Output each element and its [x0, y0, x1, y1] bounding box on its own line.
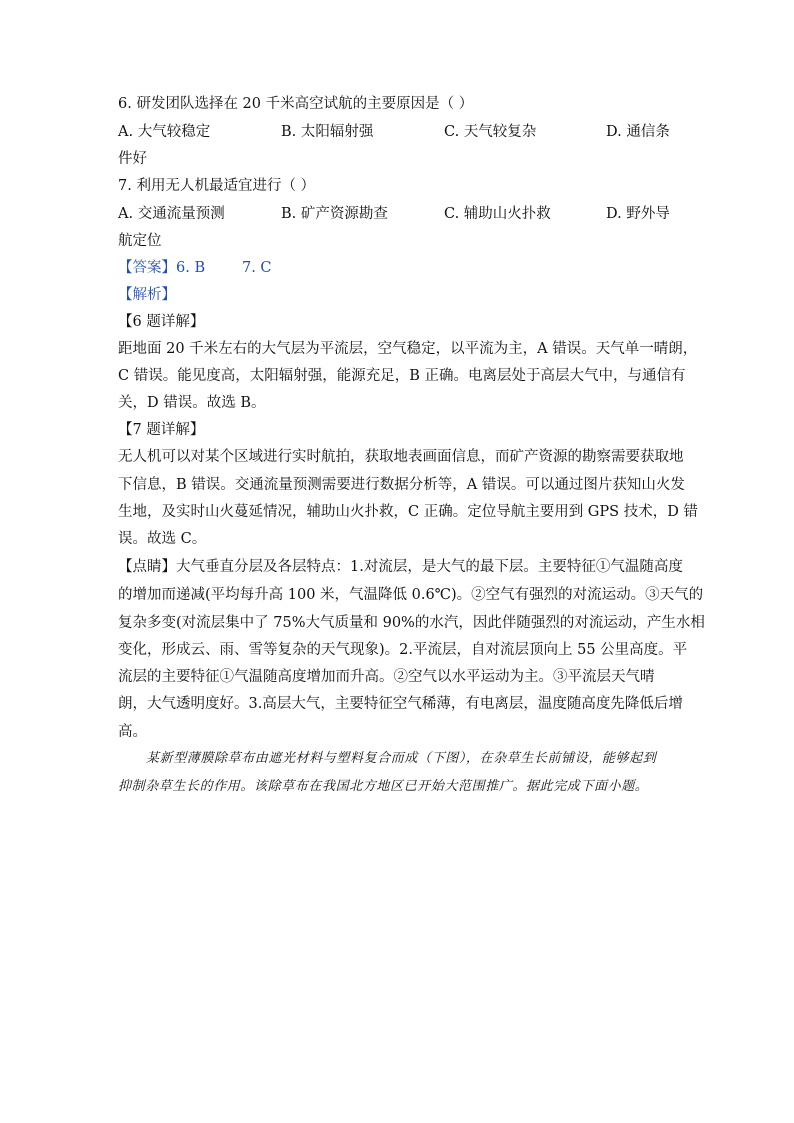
q7-options — [118, 204, 678, 224]
q6-stem: 6. 研发团队选择在 20 千米高空试航的主要原因是（ ） — [118, 96, 474, 112]
q6-option-d: D. 通信条 — [606, 124, 670, 140]
material-line: 抑制杂草生长的作用。该除草布在我国北方地区已开始大范围推广。据此完成下面小题。 — [118, 779, 649, 794]
q7-option-c: C. 辅助山火扑救 — [444, 206, 551, 222]
detail6-line: C 错误。能见度高，太阳辐射强，能源充足，B 正确。电离层处于高层大气中，与通信有 — [118, 368, 686, 384]
answer-line — [118, 258, 678, 278]
tip-line: 的增加而递减(平均每升高 100 米，气温降低 0.6℃)。②空气有强烈的对流运动。③天气的 — [118, 587, 704, 603]
q6-option-d-wrap: 件好 — [118, 151, 147, 167]
q7-option-b: B. 矿产资源勘查 — [281, 206, 388, 222]
tip-line: 变化，形成云、雨、雪等复杂的天气现象)。2.平流层，自对流层顶向上 55 公里高度。平 — [118, 642, 688, 658]
detail7-line: 生地，及实时山火蔓延情况，辅助山火扑救，C 正确。定位导航主要用到 GPS 技术，D 错 — [118, 504, 698, 520]
tip-line: 复杂多变(对流层集中了 75%大气质量和 90%的水汽，因此伴随强烈的对流运动，产生水相 — [118, 615, 705, 631]
answer-text: 6. B 7. C — [176, 260, 272, 276]
q7-option-d-wrap: 航定位 — [118, 233, 162, 249]
detail7-line: 无人机可以对某个区域进行实时航拍，获取地表画面信息，而矿产资源的勘察需要获取地 — [118, 449, 684, 465]
tip-line: 流层的主要特征①气温随高度增加而升高。②空气以水平运动为主。③平流层天气晴 — [118, 669, 655, 685]
analysis-tag: 【解析】 — [118, 287, 176, 303]
q7-option-d: D. 野外导 — [606, 206, 670, 222]
detail7-line: 误。故选 C。 — [118, 531, 207, 547]
q6-option-c: C. 天气较复杂 — [444, 124, 537, 140]
tip-tag: 【点睛】 — [118, 559, 176, 575]
tip-first-text: 大气垂直分层及各层特点：1.对流层，是大气的最下层。主要特征①气温随高度 — [176, 559, 683, 575]
answer-tag: 【答案】 — [118, 260, 176, 276]
tip-line: 朗，大气透明度好。3.高层大气，主要特征空气稀薄，有电离层，温度随高度先降低后增 — [118, 696, 683, 712]
q6-option-a: A. 大气较稳定 — [118, 124, 211, 140]
q6-option-b: B. 太阳辐射强 — [281, 124, 374, 140]
q7-option-a: A. 交通流量预测 — [118, 206, 225, 222]
detail7-line: 下信息，B 错误。交通流量预测需要进行数据分析等，A 错误。可以通过图片获知山火发 — [118, 477, 685, 493]
material-line: 某新型薄膜除草布由遮光材料与塑料复合而成（下图），在杂草生长前铺设，能够起到 — [146, 751, 657, 766]
q7-stem: 7. 利用无人机最适宜进行（ ） — [118, 178, 316, 194]
detail6-line: 关，D 错误。故选 B。 — [118, 395, 266, 411]
detail7-tag: 【7 题详解】 — [118, 422, 205, 438]
detail6-tag: 【6 题详解】 — [118, 314, 205, 330]
q6-options — [118, 122, 678, 142]
tip-first-line — [118, 557, 683, 577]
detail6-line: 距地面 20 千米左右的大气层为平流层，空气稳定，以平流为主，A 错误。天气单一晴朗， — [118, 341, 698, 357]
tip-line: 高。 — [118, 724, 147, 740]
